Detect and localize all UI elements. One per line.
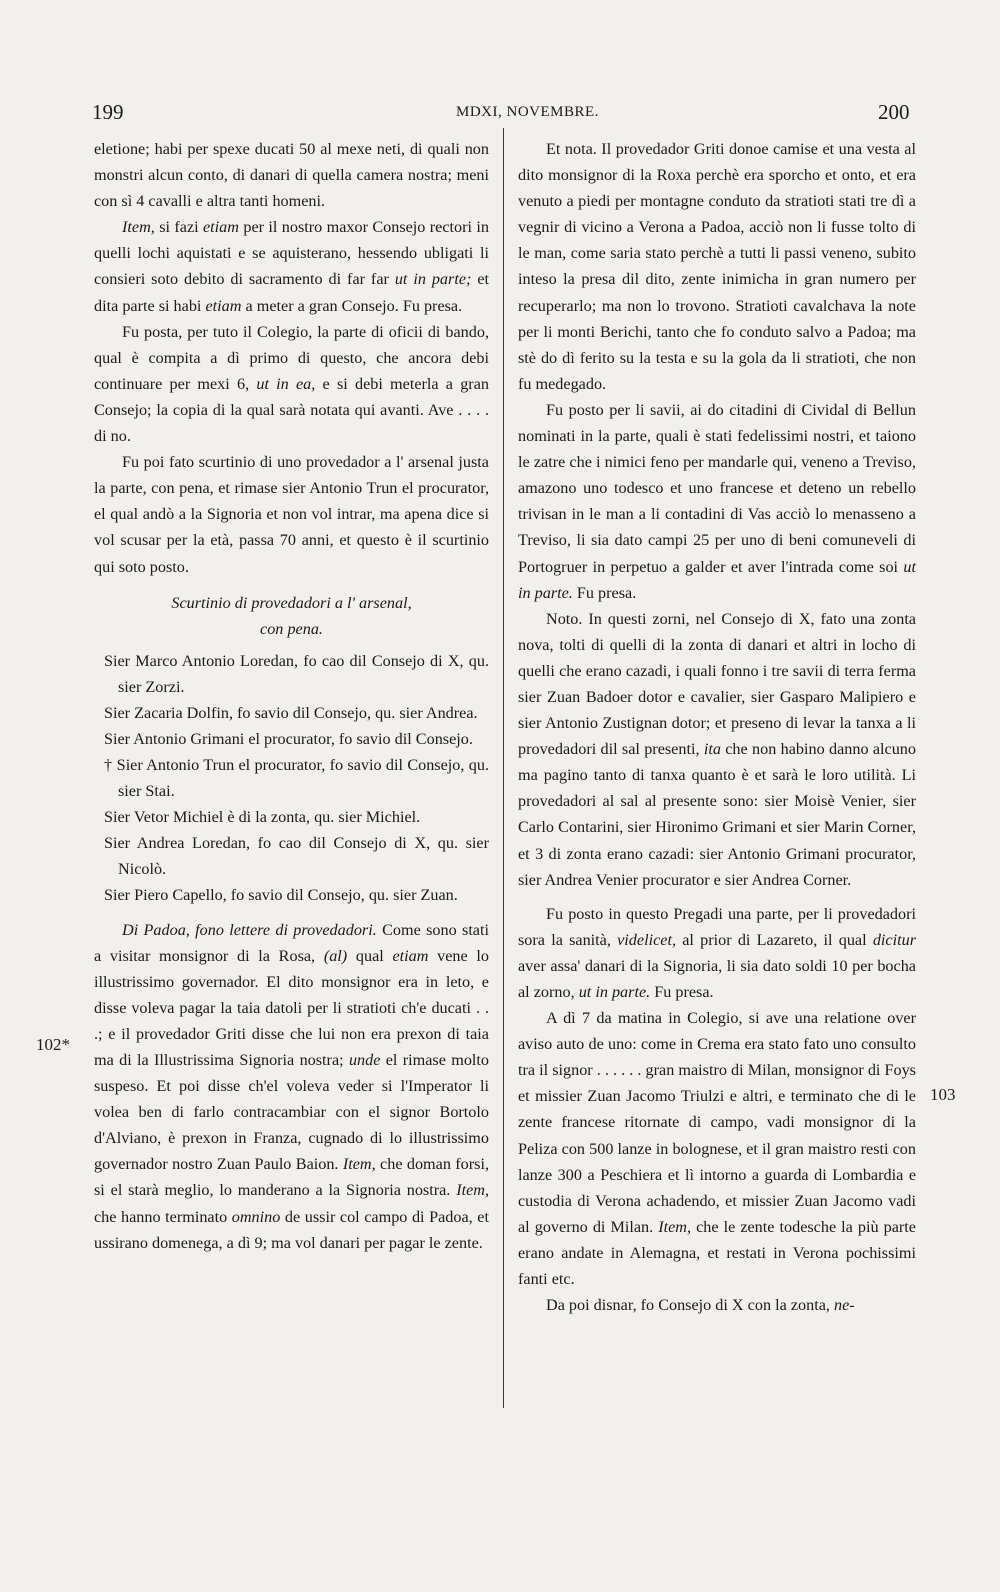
column-divider <box>503 128 504 1408</box>
page-number-right: 200 <box>878 100 910 124</box>
paragraph: Item, si fazi etiam per il nostro maxor Consejo rectori in quelli lochi aquistati e se aquisterano, hessendo ubligati li consieri soto debito di sacramento di far far ut in parte; et dita parte si habi etiam a meter a gran Consejo. Fu presa. <box>94 218 490 315</box>
paragraph: Et nota. Il provedador Griti donoe camise et una vesta al dito monsignor di la Roxa perchè era sporcho et onto, et era venuto a piedi per montagne conduto da stratioti stati tre dì a vegnir di vicino a Verona a Padoa, acciò non li fusse tolto di le man, come saria stato perchè a tutti li passi veneno, subito inteso la presa dil dito, zente inimicha in gran numero per recuperarlo; ma non lo trovono. Stratioti cavalchava la note per li monti Berichi, tanto che fo conduto salvo a Padoa; ma stè do dì ferito su la testa e su la gola da li stratioti, che non fu medegado. <box>518 140 916 393</box>
paragraph: Fu posto per li savii, ai do citadini di Cividal di Bellun nominati in la parte, quali è stati fedelissimi nostri, et taiono le zatre che i nimici feno per mandarle qui, veneno a Treviso, amazono uno todesco et uno francese et deteno un rebello trivisan in le man a li contadini di Vas acciò lo menasseno a Treviso, li sia dato campi 25 per uno di beni comuneveli di Portogruer in perpetuo a galder et aver l'intrada come soi ut in parte. Fu presa. <box>518 400 916 602</box>
paragraph: Fu posto in questo Pregadi una parte, per li provedadori sora la sanità, videlicet, al prior di Lazareto, il qual dicitur aver assa' danari di la Signoria, li sia dato soldi 10 per bocha al zorno, ut in parte. Fu presa. <box>518 904 916 1001</box>
list-item: † Sier Antonio Trun el procurator, fo savio dil Consejo, qu. sier Stai. <box>104 755 489 801</box>
paragraph: eletione; habi per spexe ducati 50 al mexe neti, di quali non monstri alcun conto, di danari di quella camera nostra; meni con sì 4 cavalli e altra tanti homeni. <box>94 140 489 211</box>
list-item: Sier Antonio Grimani el procurator, fo savio dil Consejo. <box>104 729 473 748</box>
left-column <box>94 136 489 1256</box>
right-column <box>518 136 916 1318</box>
paragraph: A dì 7 da matina in Colegio, si ave una relatione over aviso auto de uno: come in Crema era stato fato uno consulto tra il signor . . . . . . gran maistro di Milan, monsignor di Foys et missier Zuan Jacomo Triulzi e altri, e terminato che di le zente francese ritornate di campo, vadi monsignor di la Peliza con 500 lanze in bolognese, et il gran maistro resti con lanze 300 a Peschiera et lì intorno a guarda di Lombardia e custodia di Verona achadendo, et missier Zuan Jacomo vadi al governo di Milan. Item, che le zente todesche la più parte erano andate in Alemagna, et restati in Verona pochissimi fanti etc. <box>518 1009 916 1289</box>
paragraph: Fu poi fato scurtinio di uno provedador a l' arsenal justa la parte, con pena, et rimase sier Antonio Trun el procurator, el qual andò a la Signoria et non vol intrar, ma apena dice si vol scusar per la età, passa 70 anni, et questo è il scurtinio qui soto posto. <box>94 453 489 576</box>
paragraph: Di Padoa, fono lettere di provedadori. Come sono stati a visitar monsignor di la Rosa, (al) qual etiam vene lo illustrissimo governador. El dito monsignor era in leto, e disse voleva pagar la taia datoli per li stratioti ch'e ducati . . .; e il provedador Griti disse che lui non era prexon di taia ma di la Illustrissima Signoria nostra; unde el rimase molto suspeso. Et poi disse ch'el voleva veder si l'Imperator li volea ben di farlo contracambiar con el signor Bortolo d'Alviano, è prexon in Franza, cugnado di lo illustrissimo governador nostro Zuan Paulo Baion. Item, che doman forsi, si el starà meglio, lo manderano a la Signoria nostra. Item, che hanno terminato omnino de ussir col campo di Padoa, et ussirano domenega, a dì 9; ma vol danari per pagar le zente. <box>94 920 490 1252</box>
page-number-left: 199 <box>92 100 124 124</box>
paragraph: Noto. In questi zorni, nel Consejo di X, fato una zonta nova, tolti di quelli di la zonta di danari et altri in locho di quelli che erano cazadi, i quali fonno i tre savii di terra ferma sier Zuan Badoer dotor e cavalier, sier Gasparo Malipiero e sier Antonio Zustignan dotor; et preseno di levar la tanxa a li provedadori dil sal presenti, ita che non habino danno alcuno ma pagino tanto di tanxa quanto è et sarà le loro utilità. Li provedadori al sal al presente sono: sier Moisè Venier, sier Carlo Contarini, sier Hironimo Grimani et sier Marin Corner, et 3 di zonta erano cazadi: sier Antonio Grimani procurator, sier Andrea Venier procurator e sier Andrea Corner. <box>518 609 916 889</box>
section-heading: Scurtinio di provedadori a l' arsenal, con pena. <box>171 593 412 638</box>
list-item: Sier Andrea Loredan, fo cao dil Consejo di X, qu. sier Nicolò. <box>104 834 489 879</box>
paragraph: Fu posta, per tuto il Colegio, la parte di oficii di bando, qual è compita a dì primo di questo, che ancora debi continuare per mexi 6, ut in ea, e si debi meterla a gran Consejo; la copia di la qual sarà notata qui avanti. Ave . . . . di no. <box>94 322 489 446</box>
list-item: Sier Piero Capello, fo savio dil Consejo, qu. sier Zuan. <box>104 886 458 905</box>
margin-number-left: 102* <box>36 1035 70 1054</box>
list-item: Sier Zacaria Dolfin, fo savio dil Consejo, qu. sier Andrea. <box>104 703 478 722</box>
paragraph: Da poi disnar, fo Consejo di X con la zonta, ne- <box>546 1296 855 1315</box>
running-header: MDXI, NOVEMBRE. <box>456 104 599 120</box>
list-item: Sier Vetor Michiel è di la zonta, qu. sier Michiel. <box>104 808 421 827</box>
margin-number-right: 103 <box>930 1085 956 1104</box>
list-item: Sier Marco Antonio Loredan, fo cao dil Consejo di X, qu. sier Zorzi. <box>104 651 489 696</box>
